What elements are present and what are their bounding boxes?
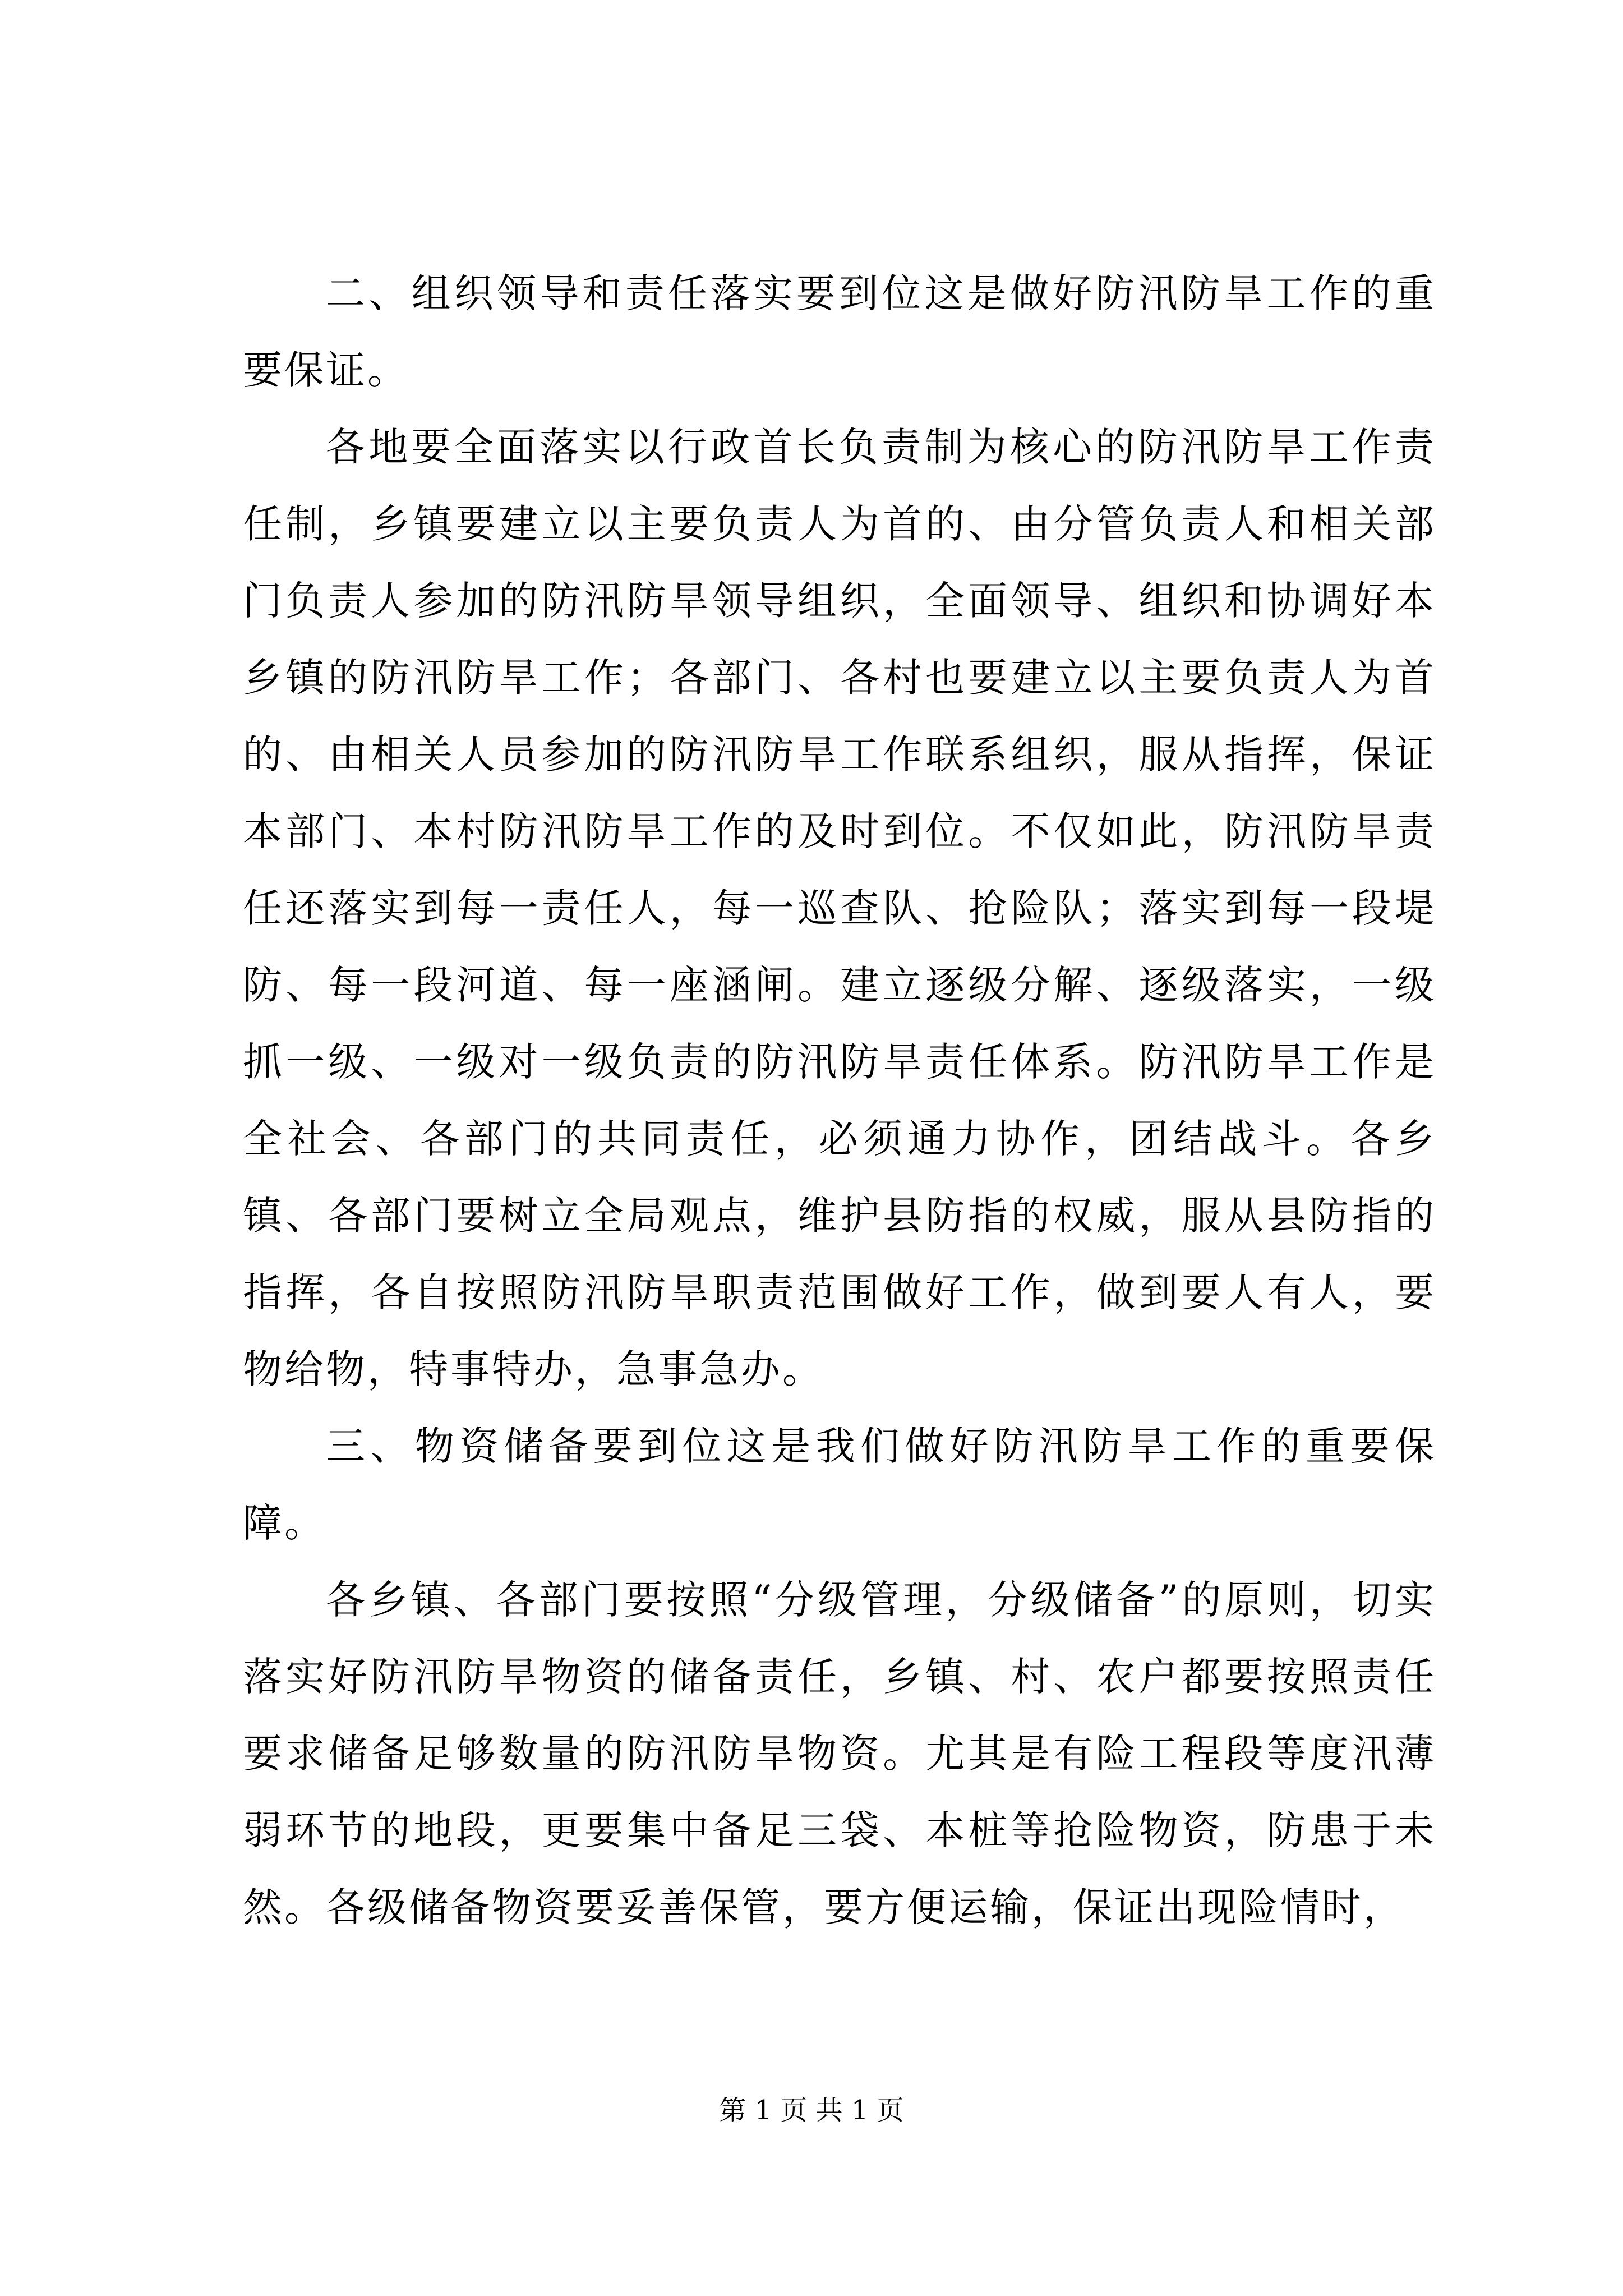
document-body: [243, 255, 1436, 1946]
section-heading-2: 二、组织领导和责任落实要到位这是做好防汛防旱工作的重要保证。: [243, 270, 1436, 393]
body-paragraph: 各乡镇、各部门要按照“分级管理，分级储备”的原则，切实落实好防汛防旱物资的储备责任，乡镇、村、农户都要按照责任要求储备足够数量的防汛防旱物资。尤其是有险工程段等度汛薄弱环节的地段，更要集中备足三袋、本桩等抢险物资，防患于未然。各级储备物资要妥善保管，要方便运输，保证出现险情时，: [243, 1577, 1436, 1930]
page-footer: 第 1 页 共 1 页: [719, 2095, 904, 2126]
section-heading-3: 三、物资储备要到位这是我们做好防汛防旱工作的重要保障。: [243, 1423, 1436, 1546]
body-paragraph: 各地要全面落实以行政首长负责制为核心的防汛防旱工作责任制，乡镇要建立以主要负责人为首的、由分管负责人和相关部门负责人参加的防汛防旱领导组织，全面领导、组织和协调好本乡镇的防汛防旱工作；各部门、各村也要建立以主要负责人为首的、由相关人员参加的防汛防旱工作联系组织，服从指挥，保证本部门、本村防汛防旱工作的及时到位。不仅如此，防汛防旱责任还落实到每一责任人，每一巡查队、抢险队；落实到每一段堤防、每一段河道、每一座涵闸。建立逐级分解、逐级落实，一级抓一级、一级对一级负责的防汛防旱责任体系。防汛防旱工作是全社会、各部门的共同责任，必须通力协作，团结战斗。各乡镇、各部门要树立全局观点，维护县防指的权威，服从县防指的指挥，各自按照防汛防旱职责范围做好工作，做到要人有人，要物给物，特事特办，急事急办。: [243, 424, 1436, 1392]
